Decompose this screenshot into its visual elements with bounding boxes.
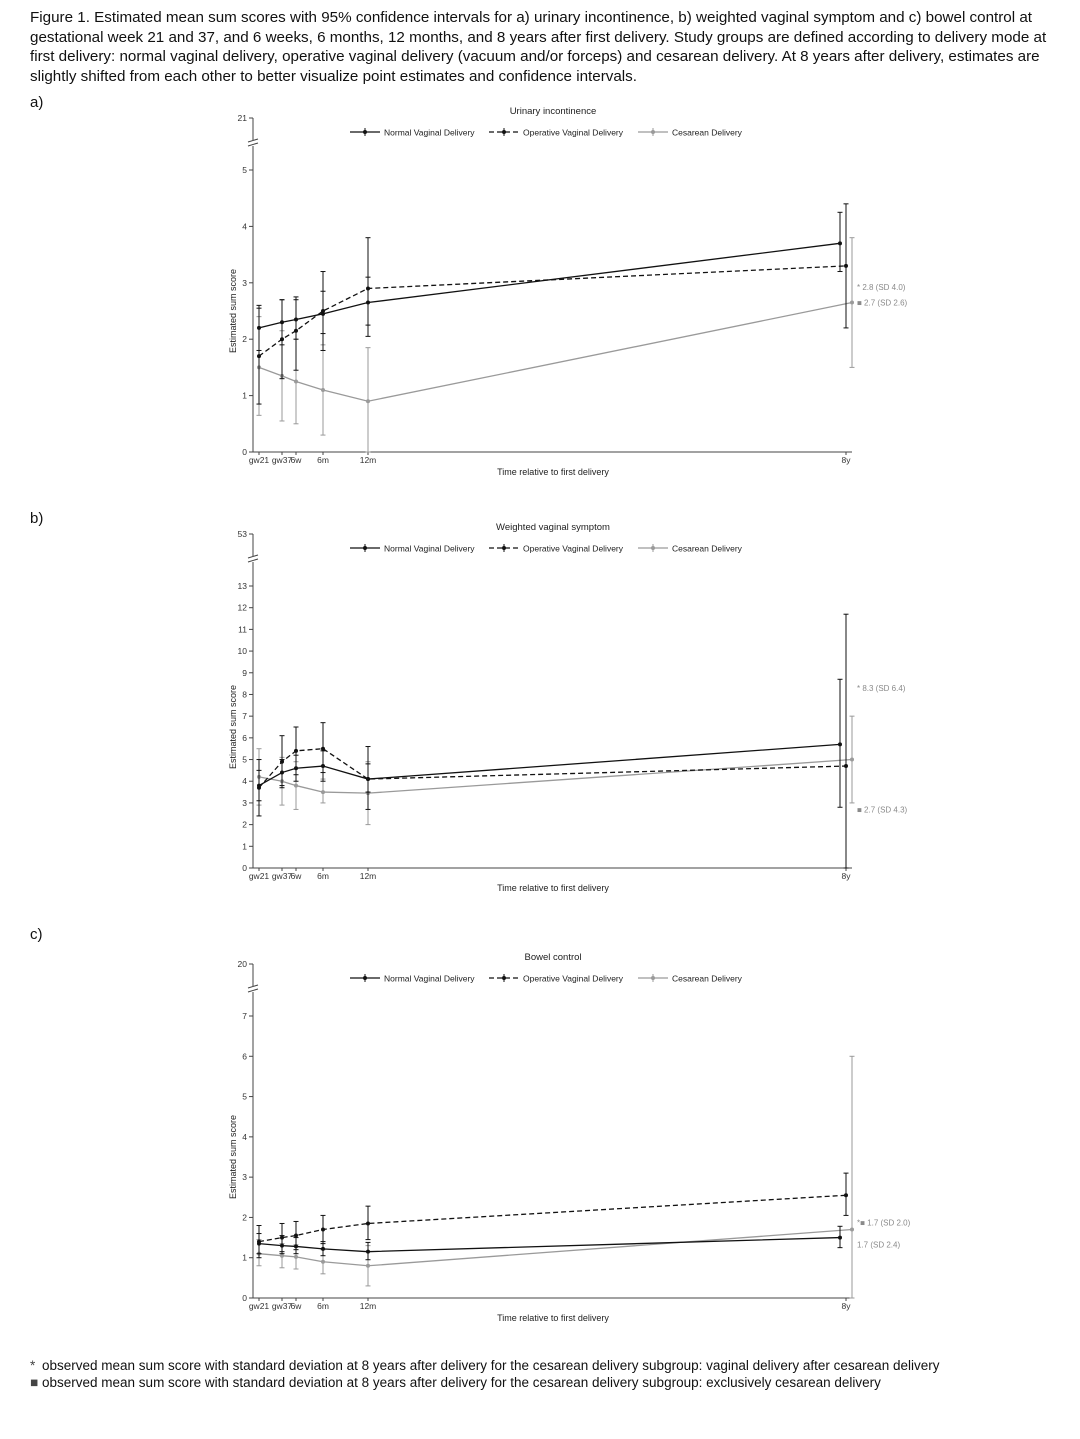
y-tick-label: 0 bbox=[242, 1293, 247, 1303]
series-line bbox=[259, 1195, 846, 1241]
y-tick-label: 0 bbox=[242, 447, 247, 457]
legend-item bbox=[638, 974, 743, 984]
y-tick-label: 3 bbox=[242, 797, 247, 808]
data-point bbox=[366, 1250, 370, 1254]
data-point bbox=[844, 264, 848, 268]
legend-marker bbox=[363, 546, 367, 550]
y-tick-label: 12 bbox=[237, 602, 247, 613]
panel-label-b: b) bbox=[30, 510, 44, 527]
legend-item bbox=[638, 128, 743, 138]
y-tick-label: 5 bbox=[242, 1091, 247, 1102]
y-axis bbox=[228, 113, 259, 457]
series-line bbox=[259, 1230, 852, 1266]
series-line bbox=[259, 760, 852, 794]
y-tick-label: 2 bbox=[242, 819, 247, 830]
data-point bbox=[366, 1264, 370, 1268]
legend-marker bbox=[363, 130, 367, 134]
y-break-label: 53 bbox=[237, 529, 247, 539]
x-tick-label: gw21 bbox=[248, 455, 270, 465]
data-point bbox=[280, 1254, 284, 1258]
y-axis-label: Estimated sum score bbox=[228, 1114, 238, 1200]
legend-item bbox=[638, 544, 743, 554]
x-axis bbox=[249, 868, 852, 893]
x-tick-label: 6m bbox=[317, 455, 329, 465]
x-tick-label: gw37 bbox=[271, 1301, 293, 1311]
legend-item bbox=[489, 544, 624, 554]
data-point bbox=[321, 747, 325, 751]
data-point bbox=[366, 1221, 370, 1225]
data-point bbox=[280, 337, 284, 341]
y-tick-label: 0 bbox=[242, 863, 247, 873]
y-axis bbox=[228, 529, 259, 873]
y-tick-label: 6 bbox=[242, 732, 247, 743]
series bbox=[257, 204, 849, 404]
data-point bbox=[294, 784, 298, 788]
legend-label: Cesarean Delivery bbox=[672, 543, 742, 554]
data-point bbox=[294, 749, 298, 753]
legend-marker bbox=[363, 976, 367, 980]
y-break-label: 20 bbox=[237, 959, 247, 969]
data-point bbox=[366, 286, 370, 290]
footnotes bbox=[30, 1357, 939, 1391]
footnote-exclusively-cesarean: ■ observed mean sum score with standard deviation at 8 years after delivery for the cesarean delivery subgroup: exclusively cesarean delivery bbox=[30, 1375, 881, 1390]
chart-title: Bowel control bbox=[524, 952, 582, 963]
x-tick-label: 8y bbox=[841, 1301, 851, 1311]
series bbox=[257, 1056, 855, 1298]
legend-label: Operative Vaginal Delivery bbox=[523, 543, 623, 554]
x-tick-label: gw21 bbox=[248, 871, 270, 881]
chart-title: Weighted vaginal symptom bbox=[496, 522, 610, 533]
footnote-vaginal-after-cesarean: * observed mean sum score with standard deviation at 8 years after delivery for the cesarean delivery subgroup: vaginal delivery after cesarean delivery bbox=[30, 1358, 940, 1373]
chart-title: Urinary incontinence bbox=[509, 106, 597, 117]
y-axis-label: Estimated sum score bbox=[228, 684, 238, 770]
data-point bbox=[366, 399, 370, 403]
data-point bbox=[366, 777, 370, 781]
legend-item bbox=[489, 974, 624, 984]
series bbox=[257, 679, 843, 807]
data-point bbox=[838, 1236, 842, 1240]
y-tick-label: 3 bbox=[242, 1172, 247, 1183]
data-point bbox=[850, 758, 854, 762]
y-axis bbox=[228, 959, 259, 1303]
data-point bbox=[850, 301, 854, 305]
legend-label: Cesarean Delivery bbox=[672, 127, 742, 138]
y-axis-label: Estimated sum score bbox=[228, 268, 238, 354]
data-point bbox=[838, 742, 842, 746]
legend-marker bbox=[651, 546, 655, 550]
x-axis-label: Time relative to first delivery bbox=[497, 883, 609, 893]
chart-bowel-control bbox=[0, 946, 1080, 1326]
x-tick-label: 12m bbox=[359, 1301, 377, 1311]
legend bbox=[350, 544, 743, 554]
y-tick-label: 6 bbox=[242, 1051, 247, 1062]
y-tick-label: 10 bbox=[237, 646, 247, 657]
x-tick-label: 12m bbox=[359, 871, 377, 881]
chart-weighted-vaginal-symptom bbox=[0, 516, 1080, 896]
legend-label: Normal Vaginal Delivery bbox=[384, 973, 475, 984]
data-point bbox=[321, 790, 325, 794]
legend-marker bbox=[651, 976, 655, 980]
series-line bbox=[259, 749, 846, 788]
data-point bbox=[280, 1236, 284, 1240]
y-tick-label: 8 bbox=[242, 689, 247, 700]
series-line bbox=[259, 266, 846, 356]
series bbox=[257, 238, 855, 452]
y-break-label: 21 bbox=[237, 113, 247, 123]
y-tick-label: 5 bbox=[242, 754, 247, 765]
series bbox=[257, 212, 843, 350]
series-line bbox=[259, 243, 840, 328]
observed-annotation: *■ 1.7 (SD 2.0) bbox=[857, 1218, 911, 1228]
data-point bbox=[321, 1228, 325, 1232]
square-icon: ■ bbox=[30, 1375, 39, 1390]
x-tick-label: 6w bbox=[290, 871, 302, 881]
data-point bbox=[321, 388, 325, 392]
legend bbox=[350, 128, 743, 138]
legend-marker bbox=[502, 546, 506, 550]
y-tick-label: 7 bbox=[242, 1011, 247, 1021]
legend-marker bbox=[502, 130, 506, 134]
data-point bbox=[280, 760, 284, 764]
y-tick-label: 13 bbox=[237, 581, 247, 591]
data-point bbox=[257, 786, 261, 790]
observed-annotation: * 8.3 (SD 6.4) bbox=[857, 683, 906, 693]
x-tick-label: 8y bbox=[841, 871, 851, 881]
legend-label: Operative Vaginal Delivery bbox=[523, 127, 623, 138]
legend-item bbox=[350, 128, 475, 138]
panel-label-c: c) bbox=[30, 926, 43, 943]
series bbox=[257, 1226, 843, 1259]
data-point bbox=[321, 1260, 325, 1264]
y-tick-label: 1 bbox=[242, 841, 247, 852]
observed-annotation: ■ 2.7 (SD 2.6) bbox=[857, 298, 908, 308]
y-tick-label: 4 bbox=[242, 776, 247, 787]
chart-urinary-incontinence bbox=[0, 100, 1080, 480]
x-tick-label: 6w bbox=[290, 1301, 302, 1311]
observed-annotation: 1.7 (SD 2.4) bbox=[857, 1240, 901, 1250]
star-icon: * bbox=[30, 1358, 36, 1373]
legend-item bbox=[489, 128, 624, 138]
y-tick-label: 11 bbox=[238, 624, 247, 635]
x-axis bbox=[249, 1298, 852, 1323]
legend-marker bbox=[502, 976, 506, 980]
legend-item bbox=[350, 544, 475, 554]
series-line bbox=[259, 303, 852, 402]
y-tick-label: 7 bbox=[242, 711, 247, 722]
panel-label-a: a) bbox=[30, 94, 44, 111]
legend bbox=[350, 974, 743, 984]
y-tick-label: 1 bbox=[242, 1252, 247, 1263]
x-tick-label: 6m bbox=[317, 871, 329, 881]
legend-item bbox=[350, 974, 475, 984]
data-point bbox=[321, 309, 325, 313]
data-point bbox=[838, 241, 842, 245]
y-tick-label: 2 bbox=[242, 1212, 247, 1223]
series bbox=[257, 1173, 849, 1258]
legend-label: Operative Vaginal Delivery bbox=[523, 973, 623, 984]
data-point bbox=[257, 354, 261, 358]
data-point bbox=[294, 329, 298, 333]
data-point bbox=[294, 1234, 298, 1238]
legend-marker bbox=[651, 130, 655, 134]
x-tick-label: gw37 bbox=[271, 871, 293, 881]
y-tick-label: 4 bbox=[242, 1131, 247, 1142]
x-tick-label: 6w bbox=[290, 455, 302, 465]
y-tick-label: 3 bbox=[242, 277, 247, 288]
x-axis-label: Time relative to first delivery bbox=[497, 467, 609, 477]
legend-label: Normal Vaginal Delivery bbox=[384, 543, 475, 554]
x-axis-label: Time relative to first delivery bbox=[497, 1313, 609, 1323]
series bbox=[257, 614, 849, 868]
observed-annotation: * 2.8 (SD 4.0) bbox=[857, 283, 906, 293]
series-line bbox=[259, 1238, 840, 1252]
legend-label: Cesarean Delivery bbox=[672, 973, 742, 984]
observed-annotation: ■ 2.7 (SD 4.3) bbox=[857, 805, 908, 815]
y-tick-label: 9 bbox=[242, 667, 247, 678]
x-tick-label: 12m bbox=[359, 455, 377, 465]
data-point bbox=[294, 1255, 298, 1259]
data-point bbox=[844, 764, 848, 768]
x-axis bbox=[249, 452, 852, 477]
y-tick-label: 1 bbox=[242, 390, 247, 401]
data-point bbox=[850, 1228, 854, 1232]
series bbox=[257, 716, 855, 824]
y-tick-label: 2 bbox=[242, 334, 247, 345]
x-tick-label: gw21 bbox=[248, 1301, 270, 1311]
data-point bbox=[321, 1247, 325, 1251]
data-point bbox=[257, 1240, 261, 1244]
data-point bbox=[844, 1193, 848, 1197]
y-tick-label: 4 bbox=[242, 221, 247, 232]
x-tick-label: gw37 bbox=[271, 455, 293, 465]
figure-caption: Figure 1. Estimated mean sum scores with 95% confidence intervals for a) urinary incontinence, b) weighted vaginal symptom and c) bowel control at gestational week 21 and 37, and 6 weeks, 6 months, 12 months, and 8 years after first delivery. Study groups are defined according to delivery mode at first delivery: normal vaginal delivery, operative vaginal delivery (vacuum and/or forceps) and cesarean delivery. At 8 years after delivery, estimates are slightly shifted from each other to better visualize point estimates and confidence intervals. bbox=[30, 9, 1047, 85]
legend-label: Normal Vaginal Delivery bbox=[384, 127, 475, 138]
x-tick-label: 8y bbox=[841, 455, 851, 465]
data-point bbox=[294, 380, 298, 384]
y-tick-label: 5 bbox=[242, 165, 247, 175]
x-tick-label: 6m bbox=[317, 1301, 329, 1311]
